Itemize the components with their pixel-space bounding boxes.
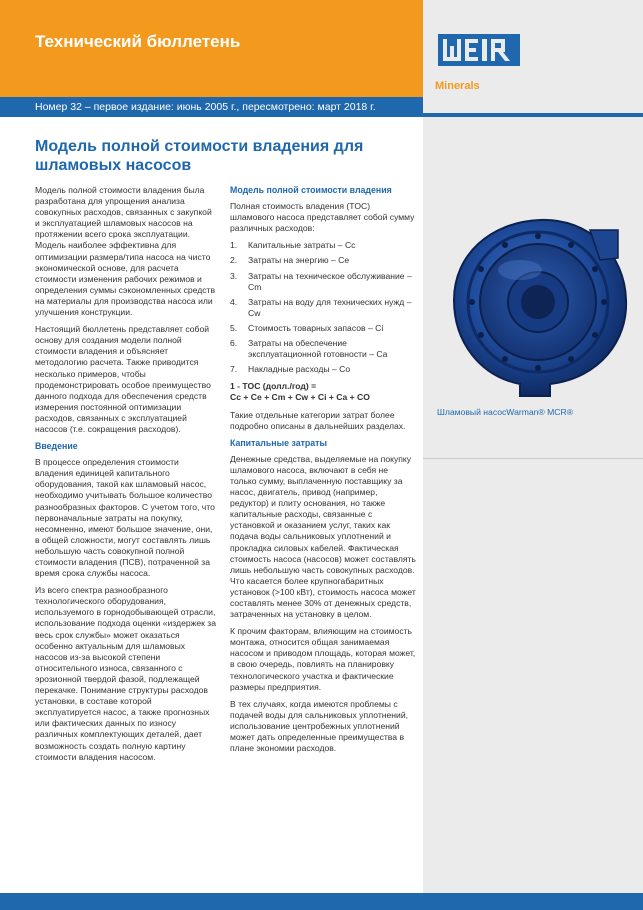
issue-band-extension [423,113,643,117]
paragraph: К прочим факторам, влияющим на стоимость монтажа, относится общая занимаемая насосом и приводом площадь, которая может, в свою очередь, повлиять на планировку технологического участка и фактические размеры предприятия. [230,626,416,692]
list-text: Капитальные затраты – Cc [248,240,356,251]
paragraph: Модель полной стоимости владения была разработана для упрощения анализа совокупных расходов, связанных с закупкой и эксплуатацией шламовых насосов на протяжении всего срока эксплуатации. Модель наиболее эффективна для оптимизации размера/типа насоса на чисто экономической основе, для расчета стоимости изменения рабочих режимов и определения суммы сэкономленных средств на материалы для производства насоса или улучшения конструкции. [35,185,216,318]
paragraph: Из всего спектра разнообразного технологического оборудования, используемого в горнодобывающей отрасли, использование подхода оценки «издержек за весь срок службы» может оказаться особенно актуальным для шламовых насосов из-за высокой степени относительного износа, связанного с эрозионной твердой фазой, подлежащей перекачке. Понимание структуры расходов установки, в составе которой эксплуатируется насос, а также прогнозных или фактических данных по износу различных комплектующих деталей, дает возможность создать полную картину стоимости владения насосом. [35,585,217,762]
list-number: 2. [230,255,238,266]
list-text: Затраты на обеспечение эксплуатационной готовности – Ca [248,338,388,360]
bulletin-title: Технический бюллетень [35,32,241,51]
paragraph: Настоящий бюллетень представляет собой основу для создания модели полной стоимости владения и объясняет методологию расчета. Также приводится несколько примеров, чтобы продемонстрировать особое преимущество данного подхода для обеспечения средств измерения постоянной оптимизации расходов, связанных с эксплуатацией насосов (т.е. сокращения расходов). [35,324,211,434]
list-number: 7. [230,364,238,375]
tco-formula [230,381,416,403]
title-line: шламовых насосов [35,157,192,174]
list-item [230,271,416,293]
list-item [230,297,416,319]
list-text: Стоимость товарных запасов – Ci [248,322,384,333]
list-number: 6. [230,338,238,349]
sidebar-divider [423,458,643,459]
slurry-pump-image [440,200,640,400]
list-number: 5. [230,322,238,333]
paragraph: В процессе определения стоимости владения единицей капитального оборудования, такой как шламовый насос, необходимо учитывать большое количество разнообразных факторов. С учетом того, что первоначальные затраты на покупку, несомненно, имеют большое значение, они, в общей сложности, могут составлять лишь небольшую часть совокупной полной стоимости владения (ПСВ), потраченной за время срока службы насоса. [35,457,215,579]
text-column-right [230,185,416,760]
section-heading-capital-costs: Капитальные затраты [230,437,327,448]
list-item [230,364,416,375]
image-caption: Шламовый насосWarman® MCR® [437,407,574,417]
list-text: Затраты на техническое обслуживание – Cm [248,270,412,292]
title-line: Модель полной стоимости владения для [35,138,364,155]
weir-logo-icon [438,34,520,66]
section-heading-tco-model: Модель полной стоимости владения [230,185,392,195]
list-number: 4. [230,296,238,307]
text-column-left [35,185,218,769]
document-title [35,137,395,175]
list-text: Затраты на воду для технических нужд – Cw [248,296,412,318]
section-heading-introduction: Введение [35,441,78,452]
list-item [230,255,416,266]
formula-line: 1 - TOC (долл./год) = [230,381,317,392]
issue-info: Номер 32 – первое издание: июнь 2005 г., пересмотрено: март 2018 г. [35,101,376,113]
division-label: Minerals [435,80,480,92]
formula-line: Cc + Ce + Cm + Cw + Ci + Ca + CO [230,392,370,403]
paragraph: Такие отдельные категории затрат более подробно описаны в дальнейших разделах. [230,409,406,431]
sidebar-panel [423,0,643,910]
list-item [230,240,416,251]
paragraph: В тех случаях, когда имеются проблемы с подачей воды для сальниковых уплотнений, использование центробежных уплотнений может дать определенные преимущества в плане экономии расходов. [230,698,409,754]
footer-bar [0,893,643,910]
list-text: Накладные расходы – Co [248,364,351,375]
list-number: 1. [230,240,238,251]
list-number: 3. [230,270,238,281]
list-item [230,323,416,334]
cost-list [230,240,416,375]
paragraph: Полная стоимость владения (TOC) шламового насоса представляет собой сумму различных расходов: [230,201,415,234]
list-item [230,338,416,360]
list-text: Затраты на энергию – Ce [248,255,350,266]
paragraph: Денежные средства, выделяемые на покупку шламового насоса, включают в себя не только сумму, выплаченную поставщику за насос, двигатель, привод (например, редуктор) и плиту основания, но также капитальные расходы, связанные с установкой и оказанием услуг, таких как подача воды сальниковых уплотнений и прокладка силовых кабелей. Фактическая стоимость насоса (насосов) может составлять лишь небольшую часть совокупных расходов. Что касается более крупногабаритных установок (>100 кВт), стоимость насоса может составлять менее 30% от денежных средств, затраченных на установку в целом. [230,453,416,620]
